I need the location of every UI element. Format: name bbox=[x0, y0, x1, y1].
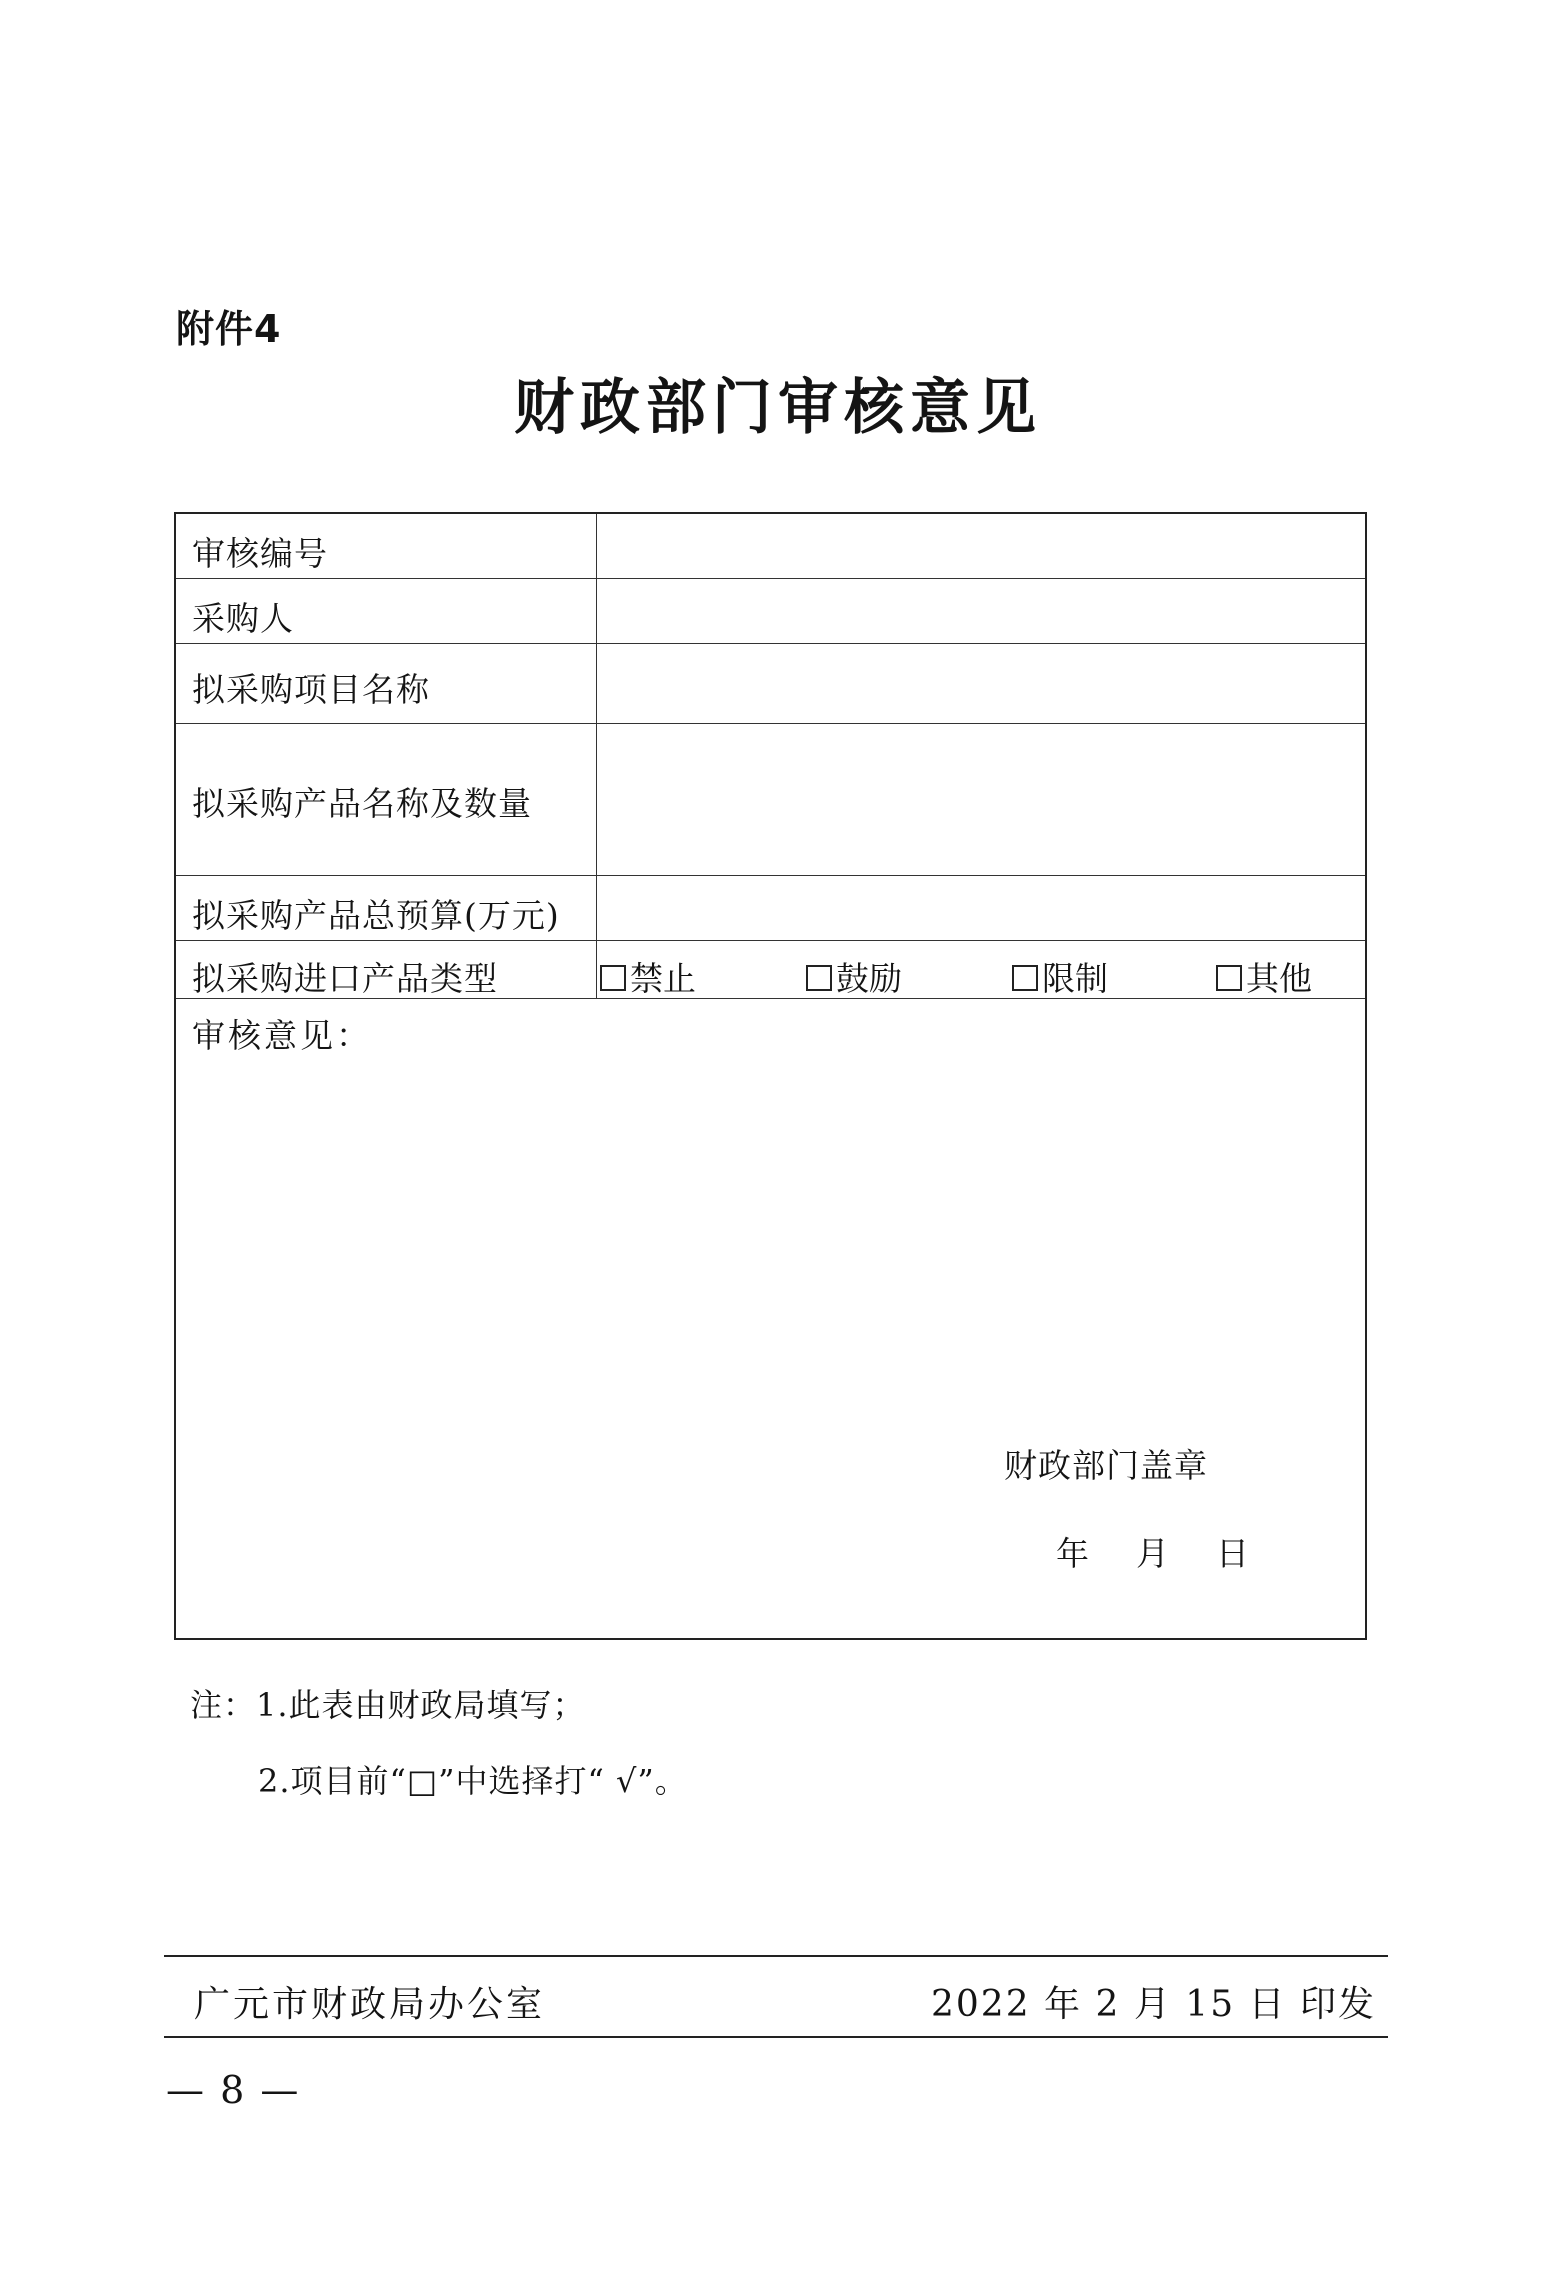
review-opinion-label: 审核意见： bbox=[192, 1016, 372, 1055]
option-prohibited[interactable]: 禁止 bbox=[600, 953, 696, 1000]
option-restricted[interactable]: 限制 bbox=[1012, 953, 1108, 1000]
column-divider bbox=[596, 724, 597, 875]
row-label: 拟采购产品总预算(万元) bbox=[192, 896, 560, 935]
issue-date: 2022 年 2 月 15 日 印发 bbox=[931, 1984, 1376, 2025]
checkbox-icon[interactable] bbox=[1216, 965, 1242, 991]
row-label: 审核编号 bbox=[192, 534, 328, 573]
form-row-project-name bbox=[176, 644, 1365, 724]
form-row-review-number bbox=[176, 514, 1365, 579]
footer-top-rule bbox=[164, 1955, 1388, 1957]
form-row-total-budget bbox=[176, 876, 1365, 941]
checkbox-icon[interactable] bbox=[806, 965, 832, 991]
note-2: 2.项目前“□”中选择打“ √”。 bbox=[258, 1762, 688, 1800]
column-divider bbox=[596, 514, 597, 578]
option-encouraged[interactable]: 鼓励 bbox=[806, 953, 902, 1000]
column-divider bbox=[596, 644, 597, 723]
column-divider bbox=[596, 876, 597, 940]
column-divider bbox=[596, 941, 597, 998]
row-label: 采购人 bbox=[192, 599, 294, 638]
attachment-label: 附件4 bbox=[176, 307, 282, 351]
row-label: 拟采购项目名称 bbox=[192, 670, 430, 709]
checkbox-icon[interactable] bbox=[600, 965, 626, 991]
date-month-label: 月 bbox=[1136, 1534, 1169, 1573]
stamp-label: 财政部门盖章 bbox=[1004, 1446, 1208, 1485]
column-divider bbox=[596, 579, 597, 643]
option-other[interactable]: 其他 bbox=[1216, 953, 1312, 1000]
date-year-label: 年 bbox=[1056, 1534, 1089, 1573]
row-label: 拟采购产品名称及数量 bbox=[192, 784, 532, 823]
footer-bottom-rule bbox=[164, 2036, 1388, 2038]
date-day-label: 日 bbox=[1216, 1534, 1249, 1573]
form-row-purchaser bbox=[176, 579, 1365, 644]
issuer-name: 广元市财政局办公室 bbox=[194, 1984, 546, 2025]
form-row-product-name-quantity bbox=[176, 724, 1365, 876]
row-label: 拟采购进口产品类型 bbox=[192, 959, 498, 998]
page-title: 财政部门审核意见 bbox=[514, 373, 1042, 443]
page-number: — 8 — bbox=[166, 2068, 301, 2112]
review-form bbox=[174, 512, 1367, 1640]
note-1: 注：1.此表由财政局填写； bbox=[190, 1686, 586, 1724]
checkbox-icon[interactable] bbox=[1012, 965, 1038, 991]
form-row-import-type bbox=[176, 941, 1365, 999]
